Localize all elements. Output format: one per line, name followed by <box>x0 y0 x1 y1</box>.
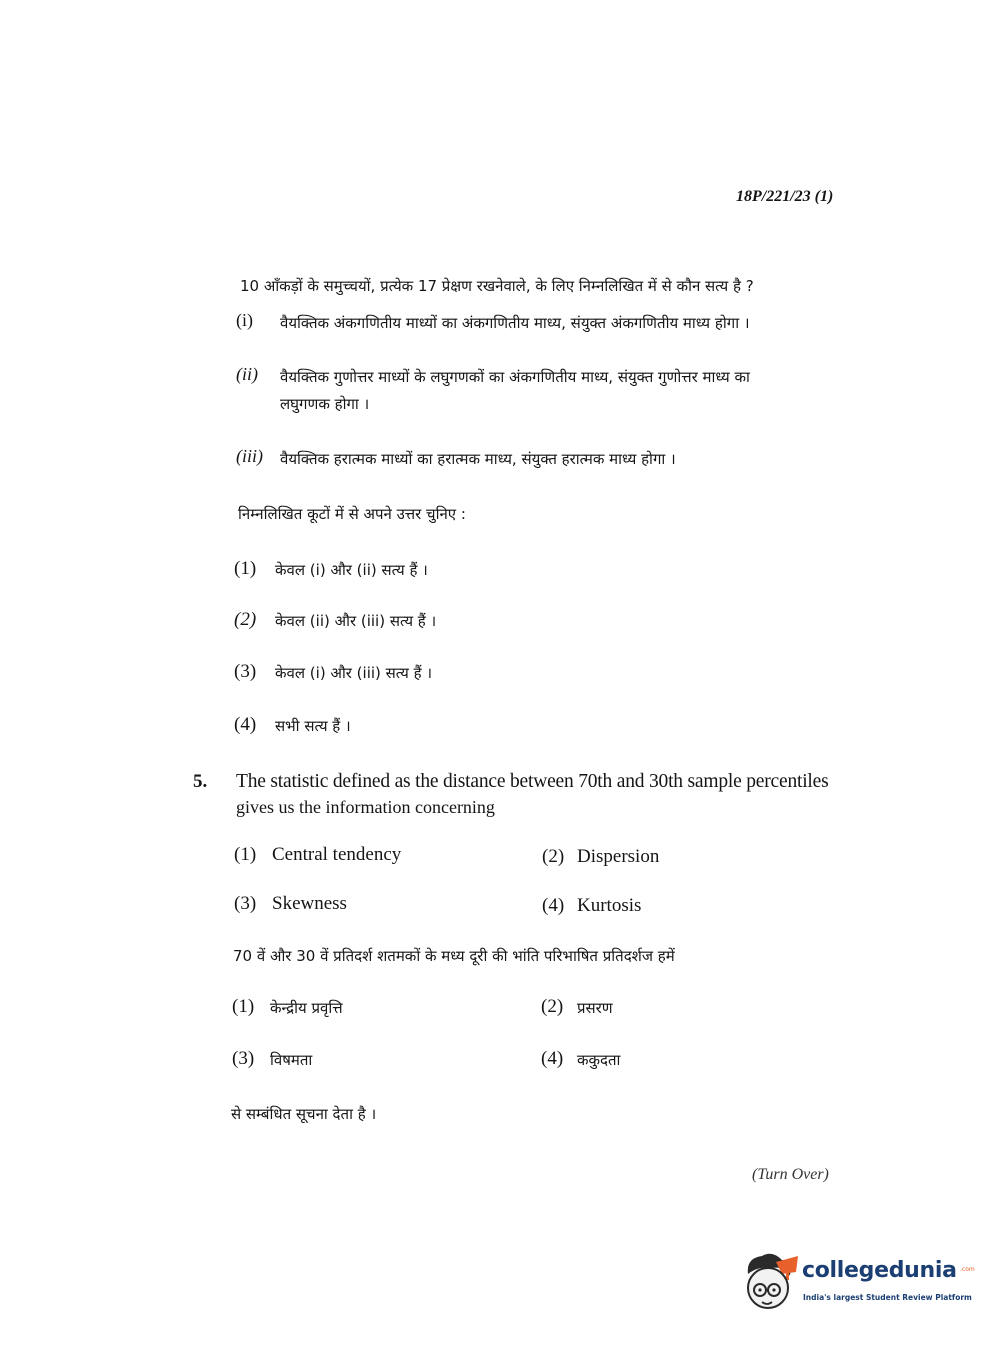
logo-domain-suffix: .com <box>960 1266 975 1273</box>
q5-stem-line2: gives us the information concerning <box>236 797 495 817</box>
q5-stem-hindi-end: से सम्बंधित सूचना देता है । <box>231 1105 377 1123</box>
q4-stmt-2-line2: लघुगणक होगा । <box>280 395 370 413</box>
q5-option-en-3-text: Skewness <box>272 893 347 914</box>
q4-stmt-3-num: (iii) <box>236 446 263 466</box>
q5-option-hi-1-text: केन्द्रीय प्रवृत्ति <box>270 999 343 1017</box>
q5-option-en-3-num: (3) <box>234 893 257 914</box>
q5-option-hi-3-num: (3) <box>232 1048 255 1069</box>
q4-option-2-text: केवल (ii) और (iii) सत्य हैं । <box>275 612 437 630</box>
q5-option-en-1-num: (1) <box>234 844 257 865</box>
q4-stmt-1-text: वैयक्तिक अंकगणितीय माध्यों का अंकगणितीय माध्य, संयुक्त अंकगणितीय माध्य होगा । <box>280 314 750 332</box>
collegedunia-logo <box>742 1252 975 1314</box>
q4-option-1-text: केवल (i) और (ii) सत्य हैं । <box>275 561 428 579</box>
logo-wordmark: collegedunia <box>802 1258 957 1283</box>
q5-stem-line1: The statistic defined as the distance between 70th and 30th sample percentiles <box>236 771 829 792</box>
q5-option-hi-2-num: (2) <box>541 996 564 1017</box>
q4-option-3-text: केवल (i) और (iii) सत्य हैं । <box>275 664 433 682</box>
q5-option-hi-2-text: प्रसरण <box>577 999 613 1017</box>
q5-option-en-4-text: Kurtosis <box>577 895 642 916</box>
q5-option-en-4-num: (4) <box>542 895 565 916</box>
logo-tagline: India's largest Student Review Platform <box>803 1293 972 1302</box>
q4-option-3-num: (3) <box>234 661 257 682</box>
q4-stem: 10 आँकड़ों के समुच्चयों, प्रत्येक 17 प्रेक्षण रखनेवाले, के लिए निम्नलिखित में से कौन सत्य है ? <box>240 277 754 295</box>
logo-mascot-icon <box>742 1252 800 1314</box>
q4-option-2-num: (2) <box>234 609 257 630</box>
q4-stmt-2-line1: वैयक्तिक गुणोत्तर माध्यों के लघुगणकों का अंकगणितीय माध्य, संयुक्त गुणोत्तर माध्य का <box>280 368 750 386</box>
q4-option-1-num: (1) <box>234 558 257 579</box>
q5-stem-hindi: 70 वें और 30 वें प्रतिदर्श शतमकों के मध्य दूरी की भांति परिभाषित प्रतिदर्शज हमें <box>233 947 675 965</box>
paper-code: 18P/221/23 (1) <box>736 188 834 205</box>
q5-option-en-1-text: Central tendency <box>272 844 402 865</box>
q4-option-4-num: (4) <box>234 714 257 735</box>
q5-option-hi-1-num: (1) <box>232 996 255 1017</box>
q5-number: 5. <box>193 771 208 792</box>
q4-stmt-1-num: (i) <box>236 310 253 330</box>
q4-instruction: निम्नलिखित कूटों में से अपने उत्तर चुनिए : <box>238 505 466 523</box>
q4-stmt-3-text: वैयक्तिक हरात्मक माध्यों का हरात्मक माध्य, संयुक्त हरात्मक माध्य होगा । <box>280 450 676 468</box>
turn-over-note: (Turn Over) <box>752 1166 829 1183</box>
q5-option-en-2-num: (2) <box>542 846 565 867</box>
q5-option-hi-3-text: विषमता <box>270 1051 313 1069</box>
q5-option-hi-4-text: ककुदता <box>577 1051 621 1069</box>
q5-option-en-2-text: Dispersion <box>577 846 660 867</box>
q5-option-hi-4-num: (4) <box>541 1048 564 1069</box>
q4-option-4-text: सभी सत्य हैं । <box>275 717 351 735</box>
q4-stmt-2-num: (ii) <box>236 364 258 384</box>
